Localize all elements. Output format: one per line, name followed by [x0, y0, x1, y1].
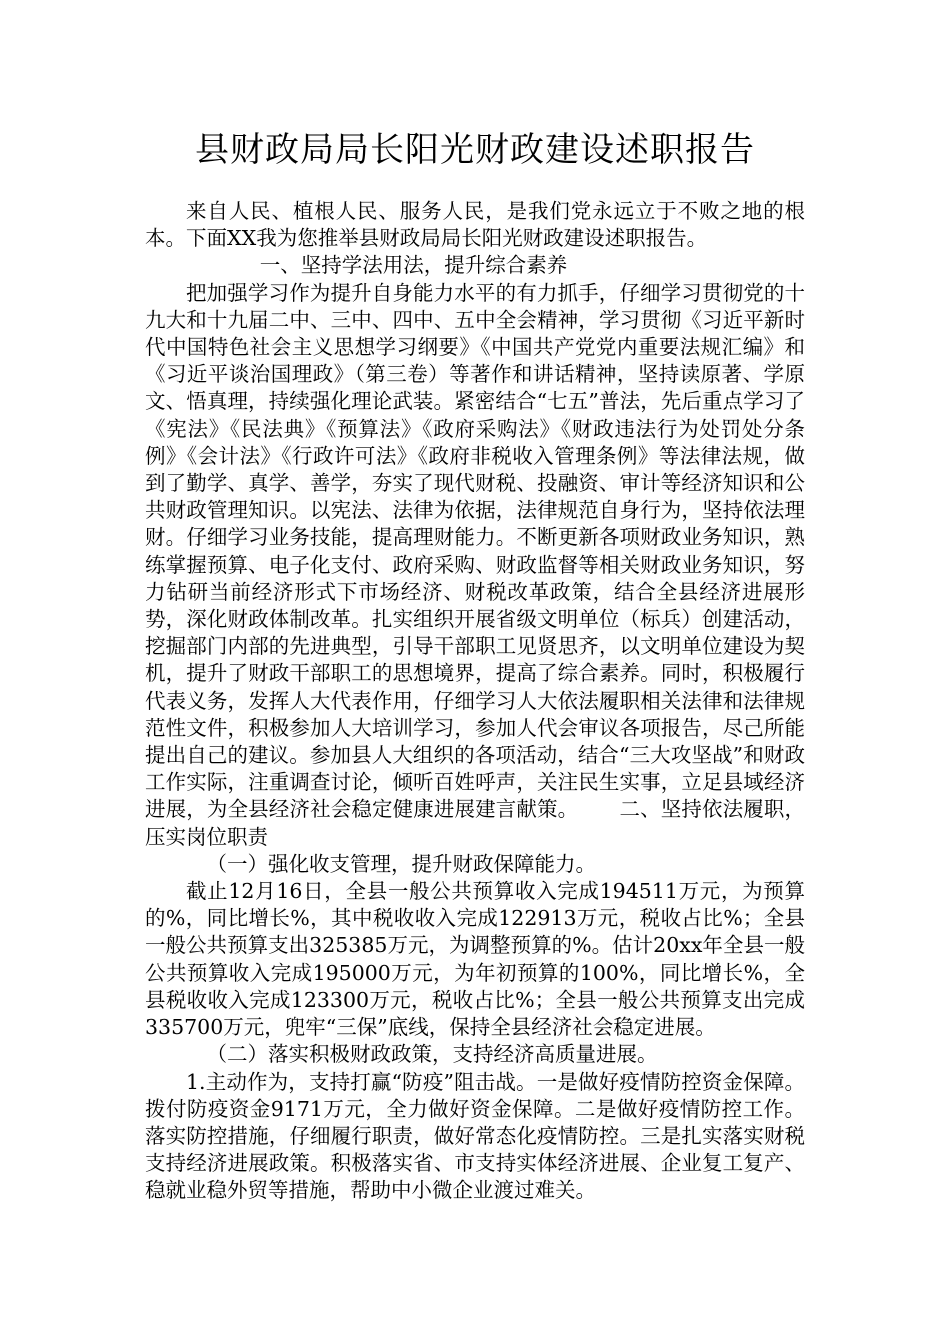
- subsection-1-paragraph: 截止12月16日，全县一般公共预算收入完成194511万元，为预算的%，同比增长%，其中税收收入完成122913万元，税收占比%；全县一般公共预算支出325385万元，为调整预算的%。估计20xx年全县一般公共预算收入完成195000万元，为年初预算的100%，同比增长%，全县税收收入完成123300万元，税收占比%；全县一般公共预算支出完成335700万元，兜牢“三保”底线，保持全县经济社会稳定进展。: [145, 879, 805, 1040]
- document-title: 县财政局局长阳光财政建设述职报告: [195, 130, 755, 170]
- section-1-paragraph: [145, 280, 805, 851]
- subsection-2-heading: （二）落实积极财政政策，支持经济高质量进展。: [206, 1042, 658, 1067]
- section-1-heading: 一、坚持学法用法，提升综合素养: [259, 253, 568, 278]
- section-1-body: 把加强学习作为提升自身能力水平的有力抓手，仔细学习贯彻党的十九大和十九届二中、三中、四中、五中全会精神，学习贯彻《习近平新时代中国特色社会主义思想学习纲要》《中国共产党党内重要法规汇编》和《习近平谈治国理政》（第三卷）等著作和讲话精神，坚持读原著、学原文、悟真理，持续强化理论武装。紧密结合“七五”普法，先后重点学习了《宪法》《民法典》《预算法》《政府采购法》《财政违法行为处罚处分条例》《会计法》《行政许可法》《政府非税收入管理条例》等法律法规，做到了勤学、真学、善学，夯实了现代财税、投融资、审计等经济知识和公共财政管理知识。以宪法、法律为依据，法律规范自身行为，坚持依法理财。仔细学习业务技能，提高理财能力。不断更新各项财政业务知识，熟练掌握预算、电子化支付、政府采购、财政监督等相关财政业务知识，努力钻研当前经济形式下市场经济、财税改革政策，结合全县经济进展形势，深化财政体制改革。扎实组织开展省级文明单位（标兵）创建活动，挖掘部门内部的先进典型，引导干部职工见贤思齐，以文明单位建设为契机，提升了财政干部职工的思想境界，提高了综合素养。同时，积极履行代表义务，发挥人大代表作用，仔细学习人大依法履职相关法律和法律规范性文件，积极参加人大培训学习，参加人代会审议各项报告，尽己所能提出自己的建议。参加县人大组织的各项活动，结合“三大攻坚战”和财政工作实际，注重调查讨论，倾听百姓呼声，关注民生实事，立足县域经济进展，为全县经济社会稳定健康进展建言献策。: [145, 280, 805, 822]
- intro-paragraph: 来自人民、植根人民、服务人民，是我们党永远立于不败之地的根本。下面XX我为您推举县财政局局长阳光财政建设述职报告。: [145, 199, 805, 251]
- subsection-1-heading: （一）强化收支管理，提升财政保障能力。: [206, 851, 596, 876]
- document-body: [145, 198, 805, 1205]
- item-1-paragraph: 1.主动作为，支持打赢“防疫”阻击战。一是做好疫情防控资金保障。拨付防疫资金9171万元，全力做好资金保障。二是做好疫情防控工作。落实防控措施，仔细履行职责，做好常态化疫情防控。三是扎实落实财税支持经济进展政策。积极落实省、市支持实体经济进展、企业复工复产、稳就业稳外贸等措施，帮助中小微企业渡过难关。: [145, 1069, 805, 1203]
- section-2-heading: 二、坚持依法履职，压实岗位职责: [145, 797, 806, 849]
